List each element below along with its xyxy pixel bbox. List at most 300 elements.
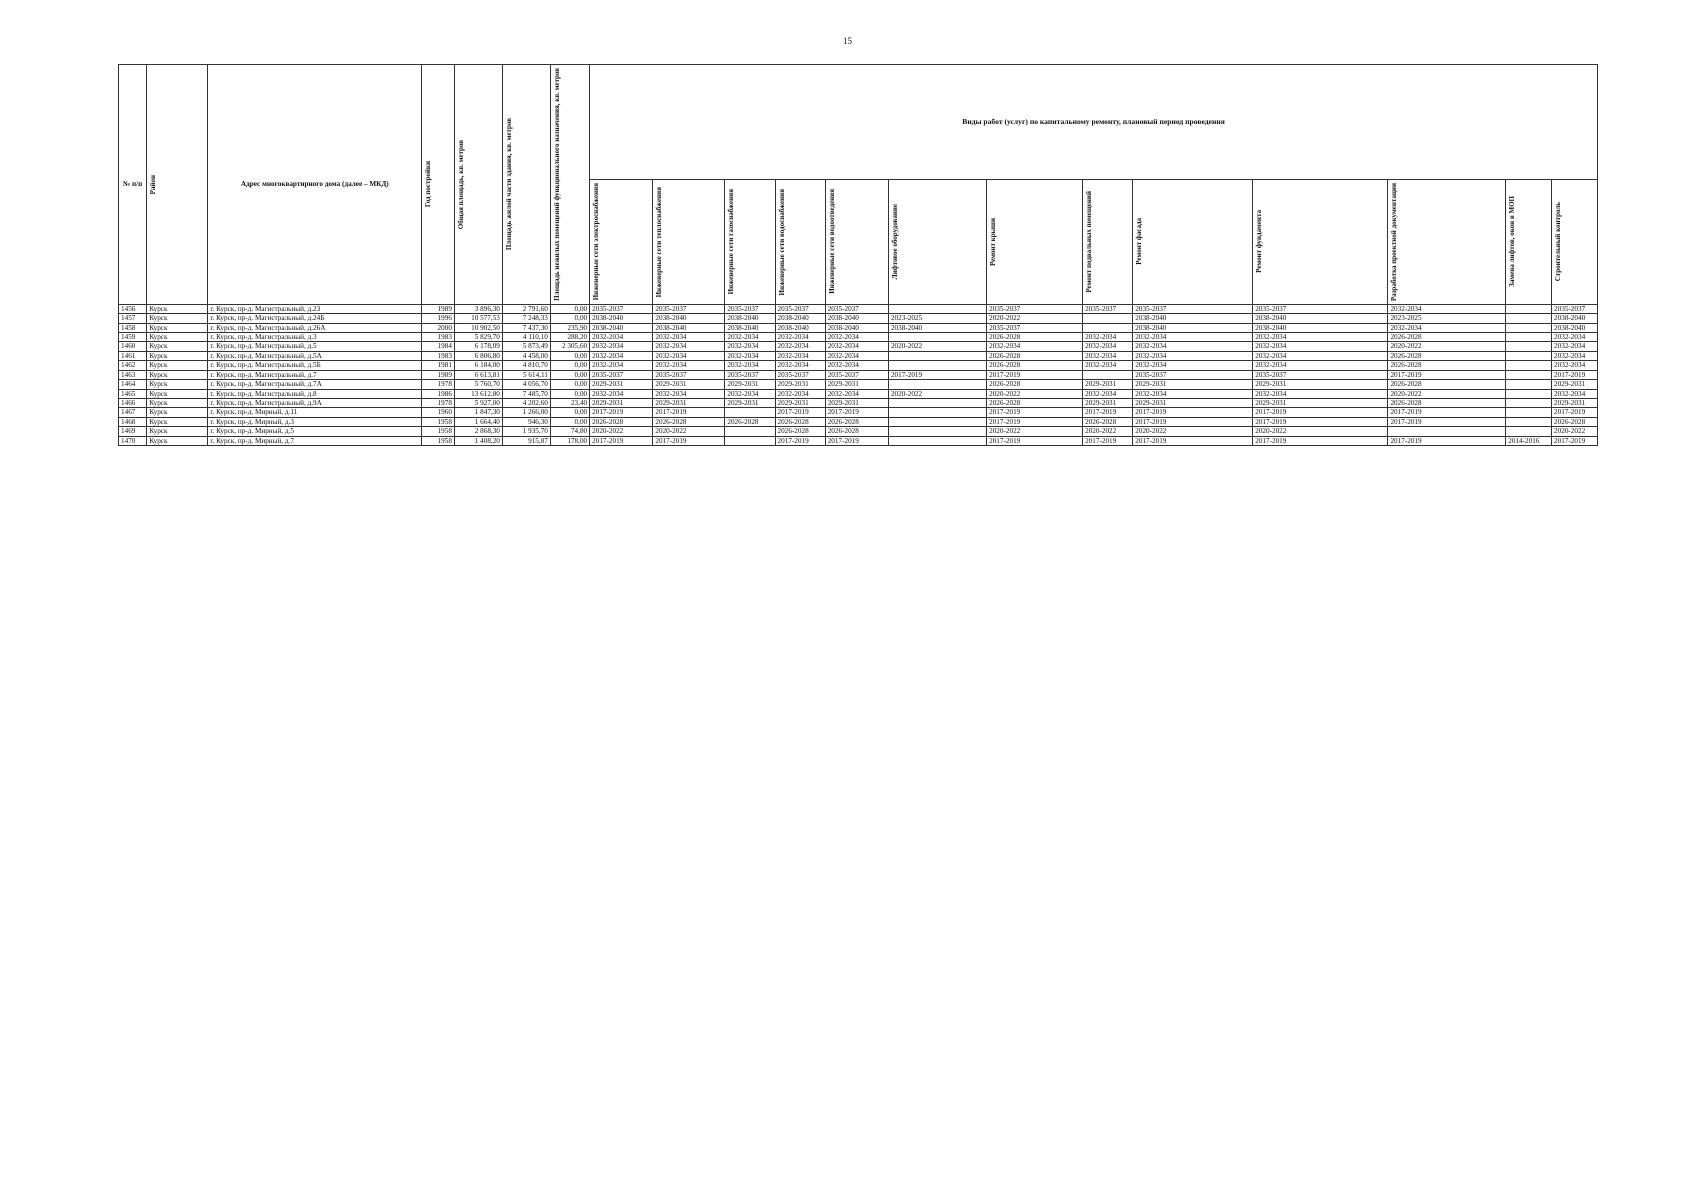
table-cell: 2029-2031 — [590, 380, 653, 389]
table-cell: 2017-2019 — [653, 408, 725, 417]
table-cell: 2032-2034 — [725, 389, 775, 398]
table-cell: 2032-2034 — [653, 389, 725, 398]
table-cell: 10 577,53 — [454, 314, 502, 323]
table-cell: 2 868,30 — [454, 427, 502, 436]
table-cell: 2017-2019 — [1083, 408, 1133, 417]
table-row — [119, 408, 1598, 417]
table-cell: 2035-2037 — [590, 304, 653, 313]
table-cell: 0,00 — [550, 314, 589, 323]
table-cell: 2 791,60 — [502, 304, 550, 313]
col-district-header: Район — [147, 65, 208, 305]
table-cell: 2035-2037 — [653, 370, 725, 379]
table-cell — [1506, 389, 1552, 398]
table-cell: Курск — [147, 408, 208, 417]
col-work-header: Ремонт подвальных помещений — [1083, 179, 1133, 304]
table-cell: 2 305,60 — [550, 342, 589, 351]
table-row — [119, 304, 1598, 313]
table-cell: г. Курск, пр-д. Магистральный, д.5 — [208, 342, 422, 351]
table-cell: 178,00 — [550, 436, 589, 445]
table-cell: 2032-2034 — [825, 342, 888, 351]
table-cell: 10 902,50 — [454, 323, 502, 332]
table-cell: 4 056,70 — [502, 380, 550, 389]
capital-repair-table — [118, 64, 1598, 446]
table-cell: 2020-2022 — [888, 389, 986, 398]
table-cell: 2032-2034 — [1253, 351, 1388, 360]
table-cell: 2020-2022 — [987, 389, 1083, 398]
table-cell — [888, 333, 986, 342]
table-cell: 4 810,70 — [502, 361, 550, 370]
col-work-header: Ремонт крыши — [987, 179, 1083, 304]
table-cell: 2017-2019 — [1253, 408, 1388, 417]
table-cell: 2035-2037 — [725, 370, 775, 379]
table-cell: 1981 — [422, 361, 455, 370]
table-cell: 2032-2034 — [590, 389, 653, 398]
table-cell: 2020-2022 — [1388, 342, 1506, 351]
table-cell: 2038-2040 — [825, 323, 888, 332]
col-work-header: Инженерные сети газоснабжения — [725, 179, 775, 304]
table-cell: 0,00 — [550, 417, 589, 426]
table-cell: 2029-2031 — [590, 398, 653, 407]
col-work-header: Строительный контроль — [1552, 179, 1598, 304]
table-cell: 1462 — [119, 361, 147, 370]
table-cell: 2029-2031 — [653, 380, 725, 389]
table-cell: 2017-2019 — [987, 370, 1083, 379]
page-number: 15 — [843, 36, 852, 46]
table-cell: 2038-2040 — [888, 323, 986, 332]
table-cell: 2026-2028 — [775, 417, 825, 426]
table-cell: 1461 — [119, 351, 147, 360]
table-cell: г. Курск, пр-д. Магистральный, д.23 — [208, 304, 422, 313]
table-cell: 6 178,09 — [454, 342, 502, 351]
table-cell: 1469 — [119, 427, 147, 436]
table-body — [119, 304, 1598, 445]
table-cell: 2029-2031 — [725, 380, 775, 389]
table-cell: 2029-2031 — [1253, 380, 1388, 389]
table-cell: 2020-2022 — [987, 314, 1083, 323]
table-cell: 2032-2034 — [1552, 333, 1598, 342]
table-cell: 2017-2019 — [775, 436, 825, 445]
col-year-header: Год постройки — [422, 65, 455, 305]
table-cell — [1506, 417, 1552, 426]
table-cell: 2038-2040 — [653, 323, 725, 332]
table-cell: 0,00 — [550, 389, 589, 398]
table-cell: 2038-2040 — [653, 314, 725, 323]
table-cell: 2032-2034 — [590, 361, 653, 370]
table-cell: 2029-2031 — [1133, 398, 1253, 407]
table-cell — [888, 351, 986, 360]
table-cell: 2032-2034 — [775, 361, 825, 370]
table-cell: 2038-2040 — [725, 314, 775, 323]
table-cell: 2017-2019 — [1083, 436, 1133, 445]
table-cell: 2035-2037 — [1083, 304, 1133, 313]
table-cell: 2032-2034 — [653, 351, 725, 360]
table-cell: 2026-2028 — [725, 417, 775, 426]
col-total-area-header: Общая площадь, кв. метров — [454, 65, 502, 305]
table-cell: 2029-2031 — [825, 398, 888, 407]
works-group-header: Виды работ (услуг) по капитальному ремонту, плановый период проведения — [590, 65, 1598, 180]
table-cell: 2038-2040 — [775, 314, 825, 323]
table-cell: 1986 — [422, 389, 455, 398]
table-cell — [888, 380, 986, 389]
table-cell — [1506, 408, 1552, 417]
table-cell: 2026-2028 — [1083, 417, 1133, 426]
table-cell — [888, 304, 986, 313]
table-cell: 5 614,11 — [502, 370, 550, 379]
table-cell: 6 806,80 — [454, 351, 502, 360]
table-cell: 2026-2028 — [825, 427, 888, 436]
table-cell: 2032-2034 — [825, 389, 888, 398]
table-cell — [725, 408, 775, 417]
table-cell: 2032-2034 — [1133, 342, 1253, 351]
col-work-header: Инженерные сети электроснабжения — [590, 179, 653, 304]
table-cell: 2035-2037 — [1253, 304, 1388, 313]
table-cell: 4 202,60 — [502, 398, 550, 407]
table-cell: 2017-2019 — [987, 408, 1083, 417]
table-cell: 2032-2034 — [1253, 333, 1388, 342]
table-cell: 2032-2034 — [1253, 342, 1388, 351]
table-cell: 2026-2028 — [775, 427, 825, 436]
table-cell: 2038-2040 — [1133, 323, 1253, 332]
table-cell: 2032-2034 — [825, 361, 888, 370]
table-cell: 946,30 — [502, 417, 550, 426]
table-cell: 2026-2028 — [1388, 398, 1506, 407]
table-cell: 1989 — [422, 304, 455, 313]
table-cell: 2032-2034 — [1083, 333, 1133, 342]
table-cell: 2020-2022 — [1133, 427, 1253, 436]
table-cell: 2029-2031 — [1552, 398, 1598, 407]
table-row — [119, 389, 1598, 398]
table-cell: 1989 — [422, 370, 455, 379]
table-cell: 2032-2034 — [1083, 361, 1133, 370]
col-living-area-header: Площадь жилой части здания, кв. метров — [502, 65, 550, 305]
table-cell: 1958 — [422, 417, 455, 426]
table-cell: Курск — [147, 398, 208, 407]
table-cell: 2017-2019 — [1133, 408, 1253, 417]
table-cell — [1506, 304, 1552, 313]
table-cell: 6 613,81 — [454, 370, 502, 379]
table-cell: 2017-2019 — [1388, 436, 1506, 445]
table-cell — [1083, 314, 1133, 323]
table-cell: 2017-2019 — [1552, 436, 1598, 445]
table-cell: 0,00 — [550, 370, 589, 379]
table-row — [119, 380, 1598, 389]
table-cell: 3 896,30 — [454, 304, 502, 313]
table-cell — [888, 361, 986, 370]
table-cell: 2029-2031 — [775, 398, 825, 407]
table-cell: 2026-2028 — [987, 351, 1083, 360]
table-cell: 2032-2034 — [1083, 342, 1133, 351]
table-cell: 2032-2034 — [825, 351, 888, 360]
table-cell: 2038-2040 — [590, 314, 653, 323]
table-cell — [725, 436, 775, 445]
table-cell: 2032-2034 — [987, 342, 1083, 351]
table-cell: 0,00 — [550, 408, 589, 417]
col-work-header: Инженерные сети водоотведения — [825, 179, 888, 304]
table-row — [119, 342, 1598, 351]
table-cell: 7 437,30 — [502, 323, 550, 332]
table-cell: 0,00 — [550, 304, 589, 313]
table-cell: 2026-2028 — [987, 333, 1083, 342]
table-row — [119, 370, 1598, 379]
table-cell: 2032-2034 — [775, 333, 825, 342]
table-cell: 1978 — [422, 398, 455, 407]
table-cell: 2038-2040 — [1253, 314, 1388, 323]
table-cell: 2017-2019 — [1552, 408, 1598, 417]
table-cell: 2035-2037 — [775, 370, 825, 379]
table-cell: 2026-2028 — [1552, 417, 1598, 426]
table-cell: 2026-2028 — [1388, 361, 1506, 370]
table-cell: 13 612,80 — [454, 389, 502, 398]
table-cell: 1 266,00 — [502, 408, 550, 417]
col-address-header: Адрес многоквартирного дома (далее – МКД) — [208, 65, 422, 305]
table-cell: 2017-2019 — [888, 370, 986, 379]
table-cell: Курск — [147, 389, 208, 398]
table-cell: 2038-2040 — [1552, 314, 1598, 323]
table-row — [119, 351, 1598, 360]
table-cell: 2032-2034 — [725, 333, 775, 342]
table-cell — [1506, 361, 1552, 370]
table-row — [119, 417, 1598, 426]
table-cell: 2029-2031 — [825, 380, 888, 389]
table-cell: 2023-2025 — [1388, 314, 1506, 323]
table-cell: г. Курск, пр-д. Магистральный, д.3 — [208, 333, 422, 342]
table-cell: 1458 — [119, 323, 147, 332]
table-cell: 1 847,30 — [454, 408, 502, 417]
table-cell: 2038-2040 — [825, 314, 888, 323]
table-cell: 1958 — [422, 427, 455, 436]
table-cell: 1457 — [119, 314, 147, 323]
data-table — [118, 64, 1598, 446]
table-cell: 2032-2034 — [1133, 333, 1253, 342]
table-cell: 2029-2031 — [1083, 380, 1133, 389]
table-cell: Курск — [147, 370, 208, 379]
table-cell: 2017-2019 — [653, 436, 725, 445]
table-cell: 2017-2019 — [1552, 370, 1598, 379]
table-cell: Курск — [147, 361, 208, 370]
table-cell: 2017-2019 — [775, 408, 825, 417]
table-cell: 2017-2019 — [987, 436, 1083, 445]
table-cell: 1 408,20 — [454, 436, 502, 445]
table-cell: 1464 — [119, 380, 147, 389]
table-row — [119, 314, 1598, 323]
table-cell: 2023-2025 — [888, 314, 986, 323]
table-cell: 0,00 — [550, 351, 589, 360]
table-cell: 2032-2034 — [1083, 351, 1133, 360]
table-cell: 2020-2022 — [1552, 427, 1598, 436]
table-cell: Курск — [147, 342, 208, 351]
table-cell — [1083, 323, 1133, 332]
table-cell: 7 248,33 — [502, 314, 550, 323]
table-cell: 2017-2019 — [987, 417, 1083, 426]
table-cell: 2032-2034 — [1388, 323, 1506, 332]
table-cell: 1983 — [422, 351, 455, 360]
table-cell — [1506, 427, 1552, 436]
table-cell: 2032-2034 — [1133, 351, 1253, 360]
table-cell: 2020-2022 — [1083, 427, 1133, 436]
table-cell: 2035-2037 — [590, 370, 653, 379]
table-cell: 2020-2022 — [653, 427, 725, 436]
table-cell: 2029-2031 — [1253, 398, 1388, 407]
table-cell: 1978 — [422, 380, 455, 389]
table-cell: 2026-2028 — [653, 417, 725, 426]
table-cell: 2032-2034 — [590, 333, 653, 342]
table-cell: 2035-2037 — [987, 323, 1083, 332]
table-cell: 2032-2034 — [590, 342, 653, 351]
table-cell: 2038-2040 — [1253, 323, 1388, 332]
table-cell: 2029-2031 — [1133, 380, 1253, 389]
table-cell: 2026-2028 — [825, 417, 888, 426]
table-cell: г. Курск, пр-д. Мирный, д.7 — [208, 436, 422, 445]
table-cell: 2020-2022 — [1388, 389, 1506, 398]
col-work-header: Разработка проектной документации — [1388, 179, 1506, 304]
table-cell: 2032-2034 — [1253, 389, 1388, 398]
table-cell: 2032-2034 — [1133, 361, 1253, 370]
table-cell: 1470 — [119, 436, 147, 445]
table-row — [119, 398, 1598, 407]
table-cell: 2017-2019 — [1253, 417, 1388, 426]
table-cell — [888, 408, 986, 417]
table-cell: 2032-2034 — [1083, 389, 1133, 398]
table-cell: 2032-2034 — [775, 389, 825, 398]
table-row — [119, 436, 1598, 445]
table-cell — [888, 398, 986, 407]
table-cell: Курск — [147, 436, 208, 445]
table-cell: Курск — [147, 304, 208, 313]
table-cell: 2032-2034 — [725, 361, 775, 370]
table-cell: г. Курск, пр-д. Магистральный, д.5Б — [208, 361, 422, 370]
table-cell — [1506, 398, 1552, 407]
table-cell — [1506, 323, 1552, 332]
table-cell: 5 760,70 — [454, 380, 502, 389]
table-cell — [725, 427, 775, 436]
table-cell: 2035-2037 — [825, 370, 888, 379]
table-cell: 2038-2040 — [590, 323, 653, 332]
table-cell: 1958 — [422, 436, 455, 445]
table-cell: 2032-2034 — [1388, 304, 1506, 313]
table-cell: 2035-2037 — [725, 304, 775, 313]
table-cell: г. Курск, пр-д. Мирный, д.3 — [208, 417, 422, 426]
col-work-header: Ремонт фундамента — [1253, 179, 1388, 304]
table-cell — [1506, 380, 1552, 389]
table-cell: 2035-2037 — [775, 304, 825, 313]
table-cell: Курск — [147, 333, 208, 342]
table-cell: г. Курск, пр-д. Магистральный, д.7 — [208, 370, 422, 379]
table-cell: 2029-2031 — [653, 398, 725, 407]
col-nonliving-area-header: Площадь нежилых помещений функционального назначения, кв. метров — [550, 65, 589, 305]
table-cell: 2032-2034 — [775, 342, 825, 351]
table-cell: 2017-2019 — [590, 408, 653, 417]
table-cell: 2026-2028 — [987, 398, 1083, 407]
table-cell: 2032-2034 — [725, 351, 775, 360]
table-cell: Курск — [147, 427, 208, 436]
table-cell: 1984 — [422, 342, 455, 351]
table-cell: 2026-2028 — [1388, 380, 1506, 389]
table-cell: г. Курск, пр-д. Магистральный, д.26А — [208, 323, 422, 332]
table-cell: 1466 — [119, 398, 147, 407]
table-cell: 2032-2034 — [590, 351, 653, 360]
table-cell: 4 458,00 — [502, 351, 550, 360]
table-cell: 2035-2037 — [987, 304, 1083, 313]
table-cell: 2032-2034 — [1552, 361, 1598, 370]
table-cell: 2017-2019 — [1133, 417, 1253, 426]
table-cell: 2020-2022 — [1253, 427, 1388, 436]
table-cell: 915,87 — [502, 436, 550, 445]
table-cell: 2035-2037 — [653, 304, 725, 313]
table-cell — [1506, 370, 1552, 379]
table-row — [119, 361, 1598, 370]
table-cell: 2032-2034 — [825, 333, 888, 342]
table-cell: г. Курск, пр-д. Магистральный, д.7А — [208, 380, 422, 389]
table-cell: 2035-2037 — [1133, 304, 1253, 313]
table-cell: 2035-2037 — [1253, 370, 1388, 379]
table-cell: 2032-2034 — [1552, 342, 1598, 351]
table-cell: 2017-2019 — [825, 436, 888, 445]
table-cell: 2032-2034 — [725, 342, 775, 351]
table-cell: 2017-2019 — [590, 436, 653, 445]
table-cell: 2017-2019 — [1253, 436, 1388, 445]
table-cell: 2000 — [422, 323, 455, 332]
table-cell: 2017-2019 — [1388, 408, 1506, 417]
table-cell: 2032-2034 — [1552, 389, 1598, 398]
table-row — [119, 333, 1598, 342]
table-cell: 2038-2040 — [775, 323, 825, 332]
table-cell: 1467 — [119, 408, 147, 417]
table-cell: 235,90 — [550, 323, 589, 332]
table-cell: 1456 — [119, 304, 147, 313]
table-cell: 2032-2034 — [1253, 361, 1388, 370]
table-cell: 1465 — [119, 389, 147, 398]
table-cell: 0,00 — [550, 361, 589, 370]
table-cell — [1388, 427, 1506, 436]
col-num-header: № п/п — [119, 65, 147, 305]
col-work-header: Инженерные сети теплоснабжения — [653, 179, 725, 304]
table-cell: 288,20 — [550, 333, 589, 342]
table-cell: Курск — [147, 380, 208, 389]
table-cell: Курск — [147, 314, 208, 323]
table-cell: 6 184,00 — [454, 361, 502, 370]
table-cell — [888, 436, 986, 445]
table-cell: 2020-2022 — [987, 427, 1083, 436]
table-cell: г. Курск, пр-д. Магистральный, д.9А — [208, 398, 422, 407]
table-cell: 2032-2034 — [653, 333, 725, 342]
table-cell — [1506, 351, 1552, 360]
table-cell: 2026-2028 — [987, 361, 1083, 370]
table-cell: 2032-2034 — [653, 361, 725, 370]
table-cell: 1 935,70 — [502, 427, 550, 436]
table-cell: 2017-2019 — [1133, 436, 1253, 445]
table-cell: 5 829,70 — [454, 333, 502, 342]
table-cell: 5 927,00 — [454, 398, 502, 407]
table-cell: 2029-2031 — [1083, 398, 1133, 407]
table-cell: 1459 — [119, 333, 147, 342]
table-cell: 1468 — [119, 417, 147, 426]
table-cell: 2032-2034 — [775, 351, 825, 360]
table-row — [119, 427, 1598, 436]
table-cell: 2038-2040 — [1552, 323, 1598, 332]
table-cell: г. Курск, пр-д. Магистральный, д.24Б — [208, 314, 422, 323]
table-cell: 4 110,10 — [502, 333, 550, 342]
table-cell: 2017-2019 — [825, 408, 888, 417]
table-cell: г. Курск, пр-д. Магистральный, д.8 — [208, 389, 422, 398]
table-cell: 2026-2028 — [987, 380, 1083, 389]
table-cell: г. Курск, пр-д. Мирный, д.11 — [208, 408, 422, 417]
table-cell: 2029-2031 — [1552, 380, 1598, 389]
table-cell: 2029-2031 — [725, 398, 775, 407]
table-cell: 2026-2028 — [590, 417, 653, 426]
table-cell — [1506, 333, 1552, 342]
table-cell: 2032-2034 — [653, 342, 725, 351]
table-cell: 2035-2037 — [825, 304, 888, 313]
